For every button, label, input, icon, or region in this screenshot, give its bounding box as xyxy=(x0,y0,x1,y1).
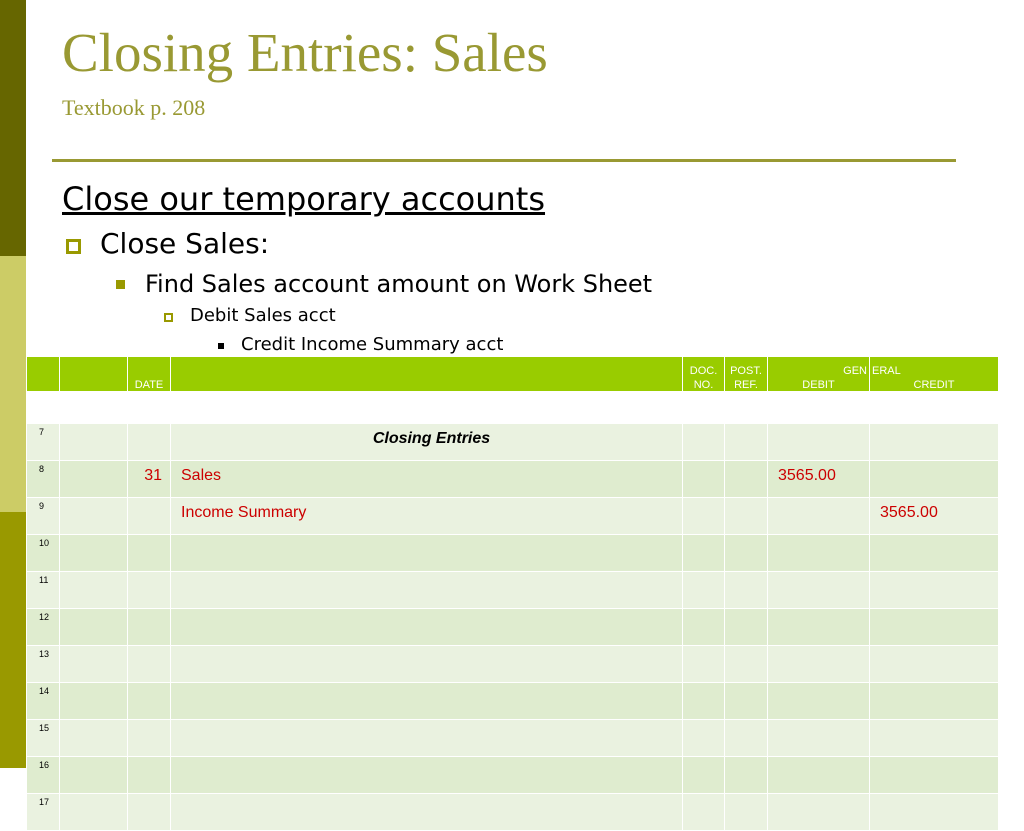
journal-table xyxy=(26,356,1000,807)
debit-cell[interactable] xyxy=(768,572,870,609)
month-cell[interactable] xyxy=(60,609,128,646)
account-title-cell[interactable] xyxy=(171,757,683,794)
date-cell[interactable] xyxy=(128,424,171,461)
spacer-cell xyxy=(128,392,171,424)
month-cell[interactable] xyxy=(60,720,128,757)
line-number: 13 xyxy=(27,646,60,683)
bullet-level-3-text: Debit Sales acct xyxy=(190,305,336,326)
doc-no-cell[interactable] xyxy=(683,498,725,535)
account-title-cell[interactable] xyxy=(171,646,683,683)
header-debit-label: DEBIT xyxy=(802,379,835,391)
date-cell[interactable] xyxy=(128,683,171,720)
month-cell[interactable] xyxy=(60,646,128,683)
doc-no-cell[interactable] xyxy=(683,683,725,720)
date-cell[interactable] xyxy=(128,794,171,831)
spacer-cell xyxy=(60,392,128,424)
header-cell-debit xyxy=(768,357,870,392)
table-row xyxy=(27,683,999,720)
table-row xyxy=(27,646,999,683)
line-number: 10 xyxy=(27,535,60,572)
doc-no-cell[interactable] xyxy=(683,609,725,646)
spacer-cell xyxy=(870,392,999,424)
bullet-level-1-text: Close Sales: xyxy=(100,227,270,260)
account-title-cell[interactable] xyxy=(171,609,683,646)
bullet-level-1 xyxy=(62,226,269,262)
doc-no-cell[interactable] xyxy=(683,572,725,609)
debit-cell[interactable] xyxy=(768,646,870,683)
month-cell[interactable] xyxy=(60,794,128,831)
credit-cell[interactable] xyxy=(870,424,999,461)
account-title-cell[interactable] xyxy=(171,794,683,831)
date-cell[interactable] xyxy=(128,757,171,794)
date-cell[interactable] xyxy=(128,720,171,757)
doc-no-cell[interactable] xyxy=(683,461,725,498)
post-ref-cell[interactable] xyxy=(725,498,768,535)
journal-spacer-row xyxy=(27,392,999,424)
credit-cell[interactable] xyxy=(870,461,999,498)
header-cell-account xyxy=(171,357,683,392)
hollow-square-bullet-icon xyxy=(164,313,173,322)
debit-cell[interactable] xyxy=(768,720,870,757)
post-ref-cell[interactable] xyxy=(725,461,768,498)
account-title-cell[interactable] xyxy=(171,720,683,757)
title-divider xyxy=(52,159,956,162)
table-row xyxy=(27,794,999,831)
side-band-top xyxy=(0,0,26,256)
header-date-label: DATE xyxy=(134,379,164,391)
account-title-cell[interactable]: Closing Entries xyxy=(171,424,683,461)
header-cell-month xyxy=(60,357,128,392)
header-credit-label: CREDIT xyxy=(913,379,955,391)
small-square-bullet-icon xyxy=(218,343,224,349)
credit-cell[interactable] xyxy=(870,646,999,683)
account-title-cell[interactable] xyxy=(171,535,683,572)
debit-cell[interactable] xyxy=(768,757,870,794)
table-row xyxy=(27,498,999,535)
post-ref-cell[interactable] xyxy=(725,572,768,609)
table-row xyxy=(27,609,999,646)
credit-cell[interactable] xyxy=(870,609,999,646)
bullet-level-4 xyxy=(216,333,503,357)
post-ref-cell[interactable] xyxy=(725,683,768,720)
side-band-middle xyxy=(0,256,26,512)
credit-cell[interactable] xyxy=(870,535,999,572)
debit-cell[interactable]: 3565.00 xyxy=(768,461,870,498)
header-general-right: ERAL xyxy=(872,365,901,377)
debit-cell[interactable] xyxy=(768,424,870,461)
credit-cell[interactable] xyxy=(870,720,999,757)
credit-cell[interactable] xyxy=(870,794,999,831)
heading-text: Close our temporary accounts xyxy=(62,180,546,218)
table-row xyxy=(27,535,999,572)
date-cell[interactable] xyxy=(128,498,171,535)
journal-header-row xyxy=(27,357,999,392)
bullet-level-2 xyxy=(114,268,652,300)
post-ref-cell[interactable] xyxy=(725,646,768,683)
credit-cell[interactable] xyxy=(870,572,999,609)
table-row xyxy=(27,572,999,609)
bullet-level-4-text: Credit Income Summary acct xyxy=(241,334,504,355)
slide-title: Closing Entries: Sales xyxy=(62,22,548,83)
header-doc-label: DOC. xyxy=(689,365,718,377)
hollow-square-bullet-icon xyxy=(66,239,81,254)
credit-cell[interactable] xyxy=(870,757,999,794)
header-doc-no-label: NO. xyxy=(693,379,714,391)
post-ref-cell[interactable] xyxy=(725,720,768,757)
line-number: 7 xyxy=(27,424,60,461)
doc-no-cell[interactable] xyxy=(683,757,725,794)
spacer-cell xyxy=(683,392,725,424)
credit-cell[interactable]: 3565.00 xyxy=(870,498,999,535)
doc-no-cell[interactable] xyxy=(683,535,725,572)
side-band-bottom xyxy=(0,512,26,768)
post-ref-cell[interactable] xyxy=(725,794,768,831)
slide-subtitle: Textbook p. 208 xyxy=(62,95,206,120)
doc-no-cell[interactable] xyxy=(683,424,725,461)
line-number: 11 xyxy=(27,572,60,609)
month-cell[interactable] xyxy=(60,498,128,535)
table-row xyxy=(27,461,999,498)
header-cell-doc xyxy=(683,357,725,392)
spacer-cell xyxy=(27,392,60,424)
debit-cell[interactable] xyxy=(768,609,870,646)
post-ref-cell[interactable] xyxy=(725,424,768,461)
date-cell[interactable] xyxy=(128,572,171,609)
debit-cell[interactable] xyxy=(768,498,870,535)
header-cell-post xyxy=(725,357,768,392)
line-number: 15 xyxy=(27,720,60,757)
date-cell[interactable] xyxy=(128,646,171,683)
month-cell[interactable] xyxy=(60,683,128,720)
table-row xyxy=(27,757,999,794)
date-cell[interactable]: 31 xyxy=(128,461,171,498)
date-cell[interactable] xyxy=(128,609,171,646)
line-number: 16 xyxy=(27,757,60,794)
account-title-cell[interactable] xyxy=(171,683,683,720)
bullet-level-3 xyxy=(162,304,336,328)
spacer-cell xyxy=(171,392,683,424)
line-number: 17 xyxy=(27,794,60,831)
account-title-cell[interactable] xyxy=(171,572,683,609)
bullet-level-2-text: Find Sales account amount on Work Sheet xyxy=(145,270,653,298)
line-number: 9 xyxy=(27,498,60,535)
debit-cell[interactable] xyxy=(768,683,870,720)
debit-cell[interactable] xyxy=(768,794,870,831)
month-cell[interactable] xyxy=(60,757,128,794)
credit-cell[interactable] xyxy=(870,683,999,720)
line-number: 8 xyxy=(27,461,60,498)
doc-no-cell[interactable] xyxy=(683,720,725,757)
month-cell[interactable] xyxy=(60,424,128,461)
table-row xyxy=(27,424,999,461)
account-title-cell[interactable]: Sales xyxy=(171,461,683,498)
spacer-cell xyxy=(768,392,870,424)
month-cell[interactable] xyxy=(60,461,128,498)
date-cell[interactable] xyxy=(128,535,171,572)
header-post-ref-label: REF. xyxy=(734,379,758,391)
header-cell-credit xyxy=(870,357,999,392)
line-number: 12 xyxy=(27,609,60,646)
filled-square-bullet-icon xyxy=(116,280,125,289)
doc-no-cell[interactable] xyxy=(683,646,725,683)
debit-cell[interactable] xyxy=(768,535,870,572)
header-general-left: GEN xyxy=(843,365,867,377)
post-ref-cell[interactable] xyxy=(725,757,768,794)
month-cell[interactable] xyxy=(60,572,128,609)
header-cell-date xyxy=(128,357,171,392)
account-title-cell[interactable]: Income Summary xyxy=(171,498,683,535)
table-row xyxy=(27,720,999,757)
spacer-cell xyxy=(725,392,768,424)
month-cell[interactable] xyxy=(60,535,128,572)
post-ref-cell[interactable] xyxy=(725,535,768,572)
header-post-label: POST. xyxy=(730,365,762,377)
line-number: 14 xyxy=(27,683,60,720)
doc-no-cell[interactable] xyxy=(683,794,725,831)
header-cell-line xyxy=(27,357,60,392)
post-ref-cell[interactable] xyxy=(725,609,768,646)
